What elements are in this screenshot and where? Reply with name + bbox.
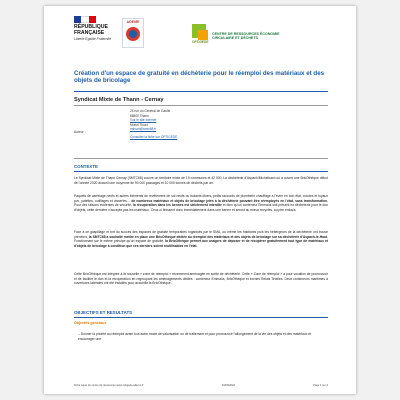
ademe-emblem-icon (126, 27, 140, 41)
page-footer (74, 384, 328, 387)
footer-page-number: Page 1 sur 4 (313, 384, 328, 387)
resource-center-name: CENTRE DE RESSOURCES ÉCONOMIE CIRCULAIRE ET DÉCHETS (212, 32, 280, 41)
divider (74, 158, 328, 159)
footer-date: 16/06/2024 (221, 384, 235, 387)
divider (74, 171, 328, 172)
rf-line-2: FRANÇAISE (74, 29, 105, 36)
paragraph-contexte-1: Le Syndicat Mixte de Thann Cernay (SMTC68) couvre un territoire mixte de 19 communes et 42 000. La déchèterie d'Aspach/Michelbach où a ouvert une BricOthèque début de l'année 2020 accueil une moyenne de 90 000 passages et 10 000 tonnes de déchets par an. (74, 176, 328, 185)
author-label: Auteur : (74, 130, 86, 134)
contact-block (130, 109, 280, 140)
paragraph-contexte-2: Paquets de carrelage neufs et autres éléments de revêtement de sol neufs ou isolants divers, petits raccords de plomberie chauffage à l'évier en bon état, coudes et tuyaux pvc, palettes, outillages et visseries… de nombreux matériaux et objets de bricolage jetés à la déchèterie pouvant être réemployés en l'état, sans transformation. Pour des raisons évidentes de sécurité, la récupération dans les bennes est strictement interdite et bien qu'un conteneur Emmaüs soit présent en déchèterie pour le don d'objets, cette dernière n'accepte pas les matériaux. Ceux-ci finissent donc immédiatement dans une benne et seront au mieux recyclés, au pire enfouis. (74, 194, 329, 212)
optigede-logo (192, 24, 208, 48)
ademe-label: ADEME (126, 20, 140, 24)
document-page (44, 6, 356, 394)
consult-optigede-link[interactable]: Consulter la fiche sur OPTIGEDE (130, 134, 178, 139)
ademe-logo (122, 18, 144, 48)
paragraph-contexte-4: Cette BricOthèque est intégrée à la nouvelle « zone de réemploi » récemment aménagée en sortie de déchèterie. Cette « Zone de réemploi » a pour vocation de promouvoir et de faciliter le don et la récupération en regroupant les aménagements dédiés : conteneur Emmaüs, BricOthèque et bornes Relais Textiles. Deux conteneurs maritimes à ouvertures latérales ont été installés pour accueillir la BricOthèque. (74, 272, 328, 285)
rf-line-1: RÉPUBLIQUE (74, 24, 109, 30)
optigede-label: OPTIGEDE (192, 40, 209, 44)
section-heading-objectifs: OBJECTIFS ET RESULTATS (74, 310, 133, 315)
document-title: Création d'un espace de gratuité en déchèterie pour le réemploi des matériaux et des objets de bricolage (74, 70, 325, 85)
footer-source: Fiche issue du centre de ressources www.optigede.ademe.fr (74, 384, 144, 387)
address-line-2: 68800 Thann (130, 113, 149, 118)
divider (74, 317, 328, 318)
paragraph-contexte-3: Face à ce gaspillage et fort du succès des espaces de gratuité temporaires organisés par le SMA, où même les habitants puis les hébergeurs de la déchèterie ont trouvé preneurs, la SMTC68 a souhaité mettre en place une BricOthèque dédiée au réemploi des matériaux et des objets de bricolage sur sa déchèterie d'Aspach-le-Haut. Fonctionnant sur le même principe qu'un espace de gratuité, la BricOthèque permet aux usagers de déposer et de récupérer gratuitement tout type de matériaux et d'objets de bricolage à condition que ces derniers soient réutilisables en l'état. (74, 230, 328, 248)
contact-person: Muriel Thuet (130, 122, 148, 127)
optigede-square-icon (198, 30, 208, 40)
address-line-1: 24 rue du Général de Gaulle (130, 109, 171, 113)
list-item: – Donner la priorité au réemploi avant tout autre mode de valorisation ou de traitement et pour promouvoir l'allongement de la vie des objets et des matériaux et encourager une (78, 332, 328, 341)
website-link[interactable]: Voir le site internet (130, 118, 157, 123)
french-flag-icon (74, 16, 96, 23)
subheading-objectifs-generaux: Objectifs généraux (74, 321, 107, 325)
rf-motto: Liberté Égalité Fraternité (74, 37, 112, 42)
republique-francaise-logo (74, 16, 118, 42)
organisation-name: Syndicat Mixte de Thann - Cernay (74, 97, 164, 103)
email-link[interactable]: mthuet@smtc68.fr (130, 127, 157, 132)
divider (74, 105, 328, 106)
section-heading-contexte: CONTEXTE (74, 164, 98, 169)
divider (74, 91, 328, 92)
